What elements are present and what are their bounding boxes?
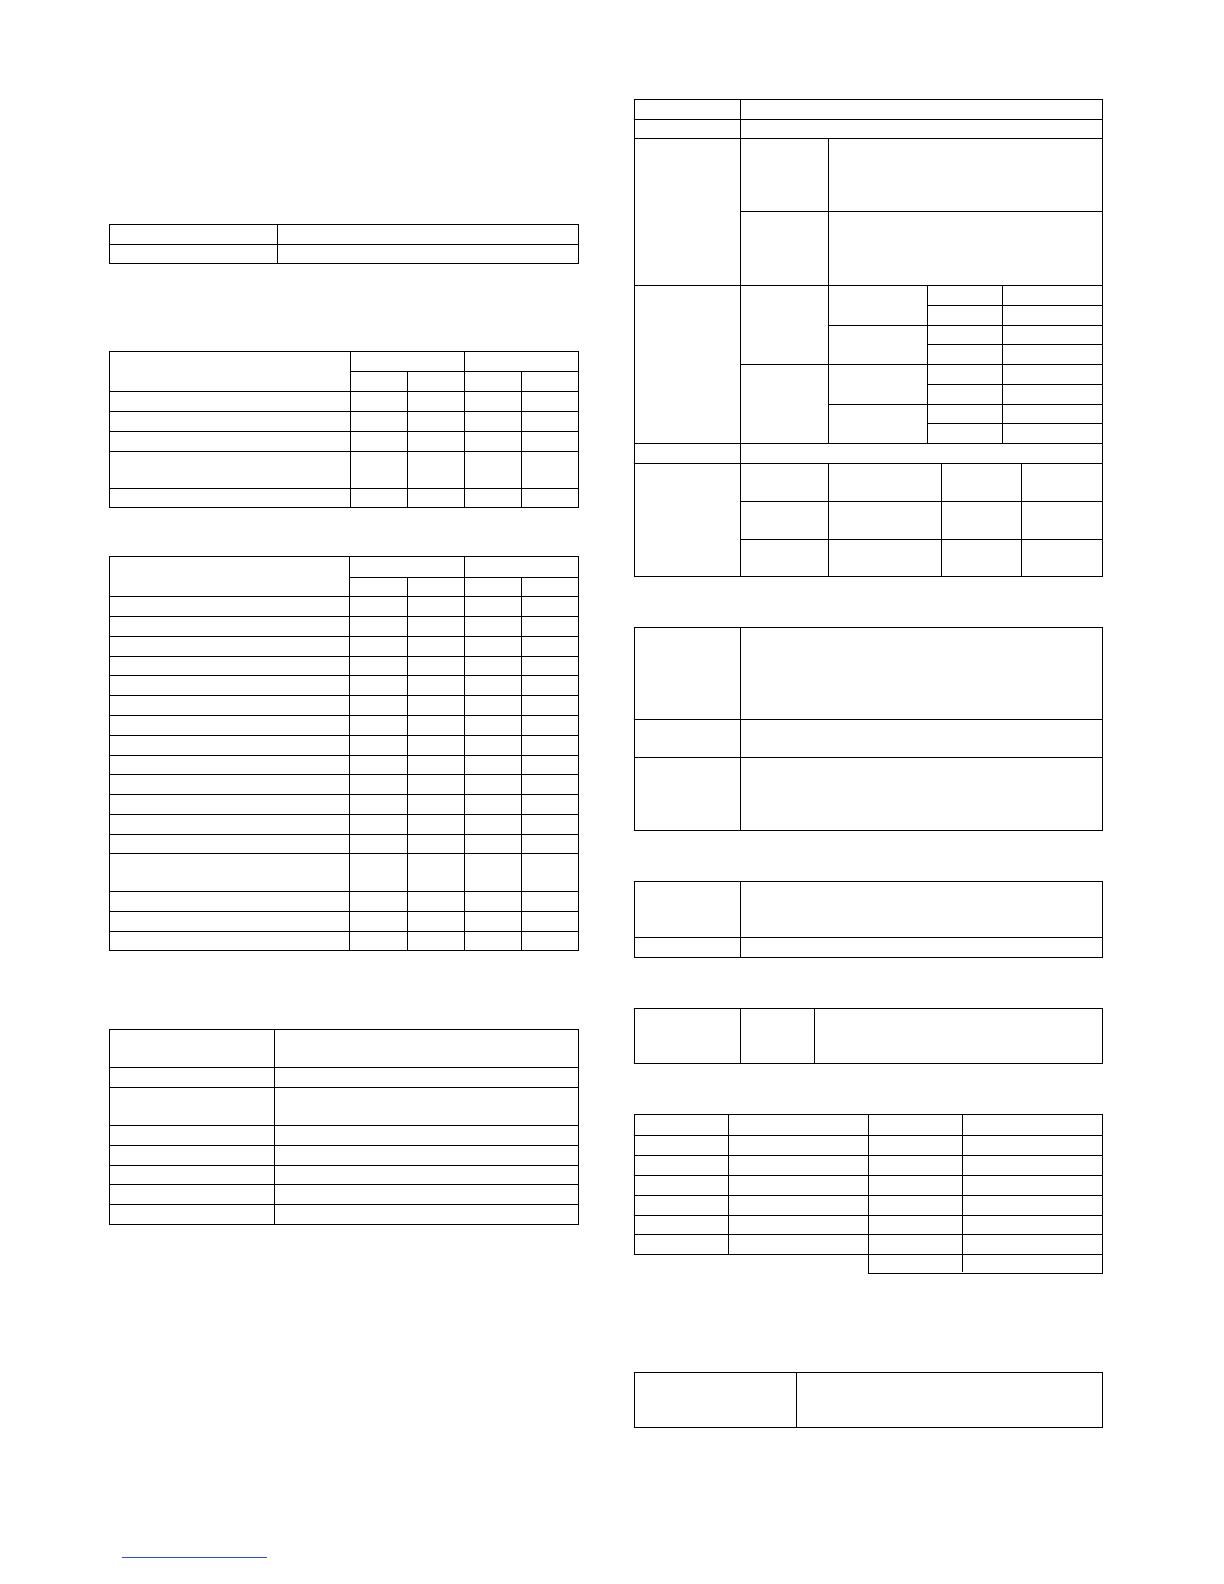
table-row-divider	[927, 305, 1102, 306]
table-4	[109, 1029, 579, 1225]
table-row-divider	[110, 794, 578, 795]
table-col-divider	[1021, 463, 1022, 576]
table-row-divider	[110, 1067, 578, 1068]
table-3	[109, 556, 579, 951]
table-row-divider	[110, 814, 578, 815]
table-row-divider	[110, 1165, 578, 1166]
table-col-divider	[828, 463, 829, 576]
table-row-divider	[349, 577, 578, 578]
table-10	[634, 1372, 1103, 1428]
table-row-divider	[635, 285, 1102, 286]
table-row-divider	[927, 384, 1102, 385]
table-row-divider	[740, 501, 1102, 502]
table-row-divider	[110, 715, 578, 716]
table-row-divider	[110, 636, 578, 637]
table-col-divider	[464, 352, 465, 507]
table-row-divider	[110, 391, 578, 392]
table-row-divider	[635, 757, 1102, 758]
table-8	[634, 1008, 1103, 1064]
table-row-divider	[635, 119, 1102, 120]
table-row-divider	[740, 364, 1102, 365]
table-row-divider	[828, 404, 1102, 405]
table-row-divider	[110, 616, 578, 617]
table-row-divider	[110, 596, 578, 597]
table-row-divider	[110, 834, 578, 835]
table-col-divider	[740, 628, 741, 830]
table-col-divider	[274, 1030, 275, 1224]
table-col-divider	[407, 577, 408, 950]
table-col-divider	[740, 1009, 741, 1063]
table-row-divider	[110, 774, 578, 775]
table-row-divider	[110, 1184, 578, 1185]
table-row-divider	[635, 443, 1102, 444]
table-row-divider	[110, 244, 578, 245]
table-row-divider	[350, 371, 578, 372]
table-col-divider	[277, 225, 278, 263]
table-1	[109, 224, 579, 264]
table-col-divider	[796, 1373, 797, 1427]
table-row-divider	[110, 755, 578, 756]
table-6	[634, 627, 1103, 831]
table-row-divider	[110, 411, 578, 412]
footer-link[interactable]	[122, 1557, 267, 1558]
table-row-divider	[740, 211, 1102, 212]
table-row-divider	[110, 911, 578, 912]
table-row-divider	[110, 656, 578, 657]
table-row-divider	[635, 937, 1102, 938]
table-row-divider	[110, 431, 578, 432]
table-row-divider	[110, 675, 578, 676]
table-row-divider	[828, 325, 1102, 326]
table-row-divider	[635, 719, 1102, 720]
table-row-divider	[110, 853, 578, 854]
table-row-divider	[740, 539, 1102, 540]
table-row-divider	[110, 1087, 578, 1088]
table-col-divider	[350, 352, 351, 507]
table-row-divider	[110, 488, 578, 489]
table-9-tail-frame	[634, 1114, 1103, 1255]
table-col-divider	[814, 1009, 815, 1063]
table-col-divider	[521, 577, 522, 950]
table-row-divider	[110, 735, 578, 736]
table-row-divider	[635, 463, 1102, 464]
table-row-divider	[635, 138, 1102, 139]
table-col-divider	[740, 882, 741, 957]
table-row-divider	[110, 931, 578, 932]
table-9-tail	[868, 1253, 1103, 1274]
table-row-divider	[927, 344, 1102, 345]
table-row-divider	[110, 1145, 578, 1146]
table-2	[109, 351, 579, 508]
table-5	[634, 99, 1103, 577]
table-row-divider	[110, 451, 578, 452]
table-row-divider	[110, 695, 578, 696]
table-col-divider	[740, 100, 741, 576]
table-7	[634, 881, 1103, 958]
table-row-divider	[110, 1204, 578, 1205]
table-col-divider	[941, 463, 942, 576]
table-row-divider	[927, 423, 1102, 424]
table-row-divider	[110, 891, 578, 892]
table-col-divider	[962, 1253, 963, 1272]
table-row-divider	[110, 1125, 578, 1126]
